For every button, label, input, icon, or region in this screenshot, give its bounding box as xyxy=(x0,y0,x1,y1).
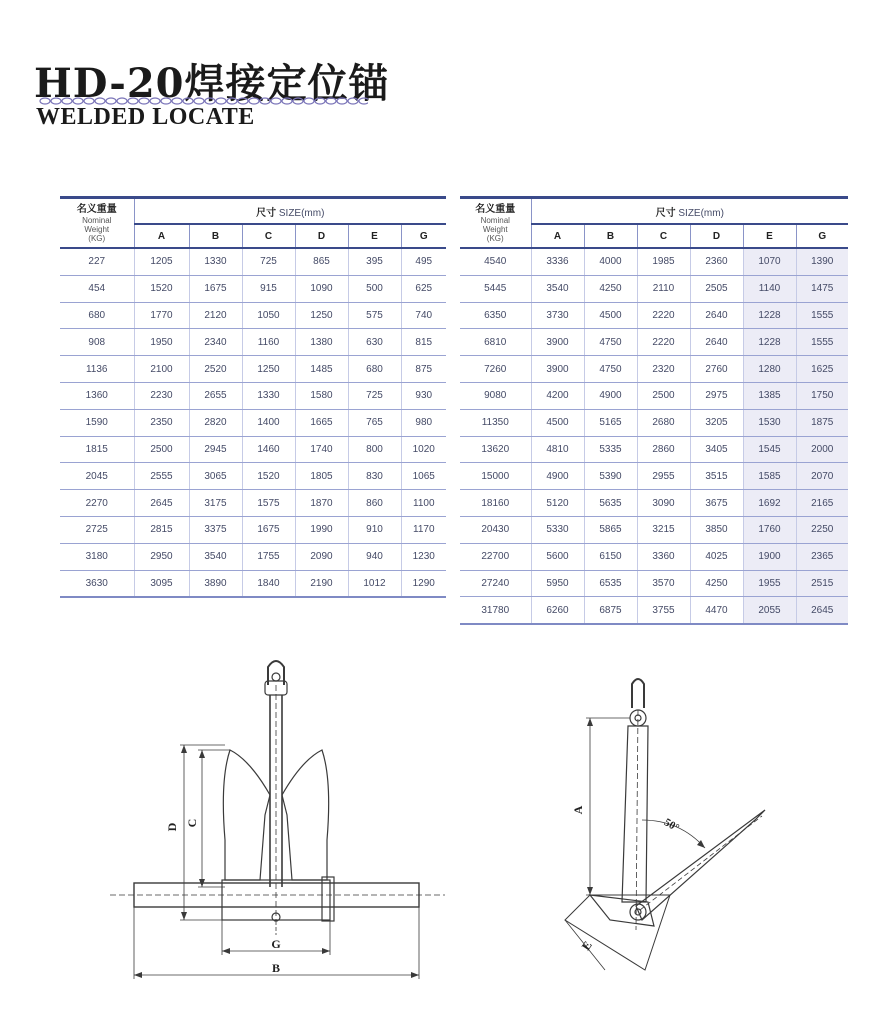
size-cell: 500 xyxy=(348,275,401,302)
size-cell: 2220 xyxy=(637,302,690,329)
size-cell: 1692 xyxy=(743,490,796,517)
size-cell: 1330 xyxy=(189,248,242,275)
size-cell: 3570 xyxy=(637,570,690,597)
size-cell: 1770 xyxy=(134,302,189,329)
size-cell: 980 xyxy=(401,409,446,436)
nominal-weight-cell: 18160 xyxy=(460,490,531,517)
size-cell: 395 xyxy=(348,248,401,275)
size-cell: 1870 xyxy=(295,490,348,517)
size-cell: 2340 xyxy=(189,329,242,356)
table-row xyxy=(460,597,848,624)
size-cell: 2055 xyxy=(743,597,796,624)
size-cell: 1750 xyxy=(796,382,848,409)
size-cell: 2640 xyxy=(690,329,743,356)
size-cell: 1380 xyxy=(295,329,348,356)
nominal-weight-cell: 3630 xyxy=(60,570,134,597)
table-row xyxy=(460,248,848,275)
size-cell: 2640 xyxy=(690,302,743,329)
table-row xyxy=(60,463,446,490)
size-cell: 1330 xyxy=(242,382,295,409)
nominal-weight-cell: 13620 xyxy=(460,436,531,463)
size-cell: 3336 xyxy=(531,248,584,275)
table-row xyxy=(60,302,446,329)
size-cell: 4250 xyxy=(584,275,637,302)
dimension-label-e: E xyxy=(578,938,595,954)
size-cell: 630 xyxy=(348,329,401,356)
size-cell: 1070 xyxy=(743,248,796,275)
size-cell: 2645 xyxy=(796,597,848,624)
size-cell: 3405 xyxy=(690,436,743,463)
nominal-weight-cell: 4540 xyxy=(460,248,531,275)
column-header-d: D xyxy=(295,224,348,248)
nominal-weight-cell: 3180 xyxy=(60,543,134,570)
nominal-weight-cell: 1815 xyxy=(60,436,134,463)
size-cell: 6535 xyxy=(584,570,637,597)
size-cell: 1580 xyxy=(295,382,348,409)
size-cell: 4470 xyxy=(690,597,743,624)
size-cell: 1390 xyxy=(796,248,848,275)
size-cell: 1520 xyxy=(242,463,295,490)
table-row xyxy=(60,275,446,302)
nominal-weight-cell: 2045 xyxy=(60,463,134,490)
size-cell: 2950 xyxy=(134,543,189,570)
size-cell: 2655 xyxy=(189,382,242,409)
nominal-weight-header: 名义重量 Nominal Weight (KG) xyxy=(460,198,531,249)
anchor-side-view-diagram xyxy=(550,670,790,1000)
size-cell: 5120 xyxy=(531,490,584,517)
table-row xyxy=(460,570,848,597)
column-header-g: G xyxy=(401,224,446,248)
size-cell: 3540 xyxy=(189,543,242,570)
size-cell: 5390 xyxy=(584,463,637,490)
size-cell: 915 xyxy=(242,275,295,302)
size-cell: 1665 xyxy=(295,409,348,436)
size-cell: 1280 xyxy=(743,356,796,383)
size-cell: 1020 xyxy=(401,436,446,463)
size-cell: 1205 xyxy=(134,248,189,275)
table-row xyxy=(460,356,848,383)
size-cell: 2520 xyxy=(189,356,242,383)
size-cell: 3675 xyxy=(690,490,743,517)
size-cell: 1950 xyxy=(134,329,189,356)
size-cell: 1625 xyxy=(796,356,848,383)
table-row xyxy=(460,463,848,490)
size-cell: 2120 xyxy=(189,302,242,329)
size-cell: 3890 xyxy=(189,570,242,597)
table-row xyxy=(460,382,848,409)
column-header-b: B xyxy=(189,224,242,248)
nominal-weight-cell: 31780 xyxy=(460,597,531,624)
size-cell: 1400 xyxy=(242,409,295,436)
nominal-weight-cell: 6810 xyxy=(460,329,531,356)
size-cell: 1290 xyxy=(401,570,446,597)
size-cell: 5330 xyxy=(531,516,584,543)
nominal-weight-header: 名义重量 Nominal Weight (KG) xyxy=(60,198,134,249)
table-row xyxy=(60,490,446,517)
size-cell: 3205 xyxy=(690,409,743,436)
nominal-weight-cell: 2270 xyxy=(60,490,134,517)
size-cell: 3215 xyxy=(637,516,690,543)
table-row xyxy=(60,516,446,543)
size-cell: 1230 xyxy=(401,543,446,570)
nominal-weight-cell: 1360 xyxy=(60,382,134,409)
size-cell: 3360 xyxy=(637,543,690,570)
size-cell: 2815 xyxy=(134,516,189,543)
nominal-weight-cell: 454 xyxy=(60,275,134,302)
table-row xyxy=(460,302,848,329)
table-row xyxy=(60,436,446,463)
spec-table-right xyxy=(460,196,848,625)
size-cell: 815 xyxy=(401,329,446,356)
size-cell: 930 xyxy=(401,382,446,409)
anchor-front-view-diagram xyxy=(100,655,460,985)
table-row xyxy=(460,543,848,570)
size-cell: 3515 xyxy=(690,463,743,490)
size-cell: 2945 xyxy=(189,436,242,463)
nominal-weight-cell: 9080 xyxy=(460,382,531,409)
nominal-weight-cell: 908 xyxy=(60,329,134,356)
size-cell: 4200 xyxy=(531,382,584,409)
size-cell: 2500 xyxy=(637,382,690,409)
size-cell: 1955 xyxy=(743,570,796,597)
size-cell: 1065 xyxy=(401,463,446,490)
column-header-d: D xyxy=(690,224,743,248)
nominal-weight-cell: 227 xyxy=(60,248,134,275)
size-cell: 1250 xyxy=(295,302,348,329)
size-cell: 4810 xyxy=(531,436,584,463)
column-header-a: A xyxy=(134,224,189,248)
size-cell: 2230 xyxy=(134,382,189,409)
size-cell: 1460 xyxy=(242,436,295,463)
size-cell: 2320 xyxy=(637,356,690,383)
dimension-label-c: C xyxy=(185,818,199,828)
table-row xyxy=(460,516,848,543)
size-cell: 1805 xyxy=(295,463,348,490)
nominal-weight-cell: 7260 xyxy=(460,356,531,383)
size-cell: 1740 xyxy=(295,436,348,463)
nominal-weight-cell: 11350 xyxy=(460,409,531,436)
size-cell: 3730 xyxy=(531,302,584,329)
size-cell: 910 xyxy=(348,516,401,543)
size-cell: 6150 xyxy=(584,543,637,570)
column-header-c: C xyxy=(242,224,295,248)
table-row xyxy=(60,570,446,597)
size-cell: 2820 xyxy=(189,409,242,436)
size-cell: 2360 xyxy=(690,248,743,275)
table-row xyxy=(460,329,848,356)
size-cell: 3375 xyxy=(189,516,242,543)
spec-table-left xyxy=(60,196,446,598)
dimension-label-a: A xyxy=(571,805,585,815)
column-header-a: A xyxy=(531,224,584,248)
size-cell: 725 xyxy=(348,382,401,409)
size-cell: 1840 xyxy=(242,570,295,597)
size-cell: 680 xyxy=(348,356,401,383)
size-cell: 3095 xyxy=(134,570,189,597)
size-cell: 2250 xyxy=(796,516,848,543)
size-cell: 865 xyxy=(295,248,348,275)
size-header: 尺寸 SIZE(mm) xyxy=(531,198,848,225)
size-cell: 940 xyxy=(348,543,401,570)
size-cell: 5165 xyxy=(584,409,637,436)
nominal-weight-cell: 1136 xyxy=(60,356,134,383)
size-cell: 1012 xyxy=(348,570,401,597)
size-cell: 625 xyxy=(401,275,446,302)
size-cell: 5600 xyxy=(531,543,584,570)
size-cell: 800 xyxy=(348,436,401,463)
size-cell: 1140 xyxy=(743,275,796,302)
size-cell: 2090 xyxy=(295,543,348,570)
size-cell: 2000 xyxy=(796,436,848,463)
size-cell: 3900 xyxy=(531,356,584,383)
size-cell: 5335 xyxy=(584,436,637,463)
size-cell: 1875 xyxy=(796,409,848,436)
size-cell: 1990 xyxy=(295,516,348,543)
size-cell: 1755 xyxy=(242,543,295,570)
size-cell: 2515 xyxy=(796,570,848,597)
size-cell: 2165 xyxy=(796,490,848,517)
table-row xyxy=(60,248,446,275)
size-cell: 1675 xyxy=(189,275,242,302)
size-cell: 1545 xyxy=(743,436,796,463)
dimension-label-g: G xyxy=(271,937,281,951)
size-cell: 765 xyxy=(348,409,401,436)
table-row xyxy=(60,382,446,409)
nominal-weight-cell: 2725 xyxy=(60,516,134,543)
dimension-label-b: B xyxy=(271,961,281,975)
nominal-weight-cell: 20430 xyxy=(460,516,531,543)
size-cell: 4000 xyxy=(584,248,637,275)
size-cell: 1170 xyxy=(401,516,446,543)
size-cell: 1575 xyxy=(242,490,295,517)
size-cell: 3065 xyxy=(189,463,242,490)
size-header: 尺寸 SIZE(mm) xyxy=(134,198,446,225)
angle-label: 50° xyxy=(661,816,682,835)
page-title: HD-20焊接定位锚 xyxy=(34,60,390,107)
size-cell: 2860 xyxy=(637,436,690,463)
size-cell: 1228 xyxy=(743,302,796,329)
size-cell: 495 xyxy=(401,248,446,275)
table-row xyxy=(460,436,848,463)
size-cell: 1555 xyxy=(796,302,848,329)
table-row xyxy=(460,490,848,517)
size-cell: 5865 xyxy=(584,516,637,543)
table-row xyxy=(60,356,446,383)
size-cell: 4500 xyxy=(584,302,637,329)
size-cell: 1760 xyxy=(743,516,796,543)
size-cell: 4250 xyxy=(690,570,743,597)
size-cell: 5635 xyxy=(584,490,637,517)
size-cell: 860 xyxy=(348,490,401,517)
size-cell: 3755 xyxy=(637,597,690,624)
size-cell: 4900 xyxy=(531,463,584,490)
size-cell: 2760 xyxy=(690,356,743,383)
size-cell: 4500 xyxy=(531,409,584,436)
size-cell: 2070 xyxy=(796,463,848,490)
column-header-c: C xyxy=(637,224,690,248)
size-cell: 1090 xyxy=(295,275,348,302)
size-cell: 1530 xyxy=(743,409,796,436)
size-cell: 1228 xyxy=(743,329,796,356)
size-cell: 3850 xyxy=(690,516,743,543)
size-cell: 1900 xyxy=(743,543,796,570)
table-row xyxy=(460,409,848,436)
size-cell: 2645 xyxy=(134,490,189,517)
column-header-e: E xyxy=(348,224,401,248)
nominal-weight-cell: 22700 xyxy=(460,543,531,570)
nominal-weight-cell: 27240 xyxy=(460,570,531,597)
size-cell: 2955 xyxy=(637,463,690,490)
size-cell: 1985 xyxy=(637,248,690,275)
size-cell: 2500 xyxy=(134,436,189,463)
size-cell: 6875 xyxy=(584,597,637,624)
nominal-weight-cell: 15000 xyxy=(460,463,531,490)
size-cell: 875 xyxy=(401,356,446,383)
size-cell: 6260 xyxy=(531,597,584,624)
size-cell: 1250 xyxy=(242,356,295,383)
size-cell: 3540 xyxy=(531,275,584,302)
size-cell: 2100 xyxy=(134,356,189,383)
nominal-weight-cell: 6350 xyxy=(460,302,531,329)
size-cell: 4900 xyxy=(584,382,637,409)
column-header-g: G xyxy=(796,224,848,248)
table-row xyxy=(60,409,446,436)
size-cell: 4750 xyxy=(584,356,637,383)
size-cell: 3090 xyxy=(637,490,690,517)
size-cell: 1585 xyxy=(743,463,796,490)
nominal-weight-cell: 5445 xyxy=(460,275,531,302)
size-cell: 1520 xyxy=(134,275,189,302)
size-cell: 1555 xyxy=(796,329,848,356)
size-cell: 2975 xyxy=(690,382,743,409)
size-cell: 2505 xyxy=(690,275,743,302)
column-header-e: E xyxy=(743,224,796,248)
size-cell: 2220 xyxy=(637,329,690,356)
size-cell: 2680 xyxy=(637,409,690,436)
page-subtitle: WELDED LOCATE xyxy=(36,104,255,130)
column-header-b: B xyxy=(584,224,637,248)
nominal-weight-cell: 1590 xyxy=(60,409,134,436)
size-cell: 1485 xyxy=(295,356,348,383)
size-cell: 1675 xyxy=(242,516,295,543)
size-cell: 740 xyxy=(401,302,446,329)
size-cell: 2190 xyxy=(295,570,348,597)
size-cell: 4750 xyxy=(584,329,637,356)
size-cell: 1385 xyxy=(743,382,796,409)
size-cell: 2365 xyxy=(796,543,848,570)
dimension-label-d: D xyxy=(165,822,179,832)
size-cell: 3175 xyxy=(189,490,242,517)
size-cell: 3900 xyxy=(531,329,584,356)
table-row xyxy=(60,329,446,356)
table-row xyxy=(60,543,446,570)
size-cell: 725 xyxy=(242,248,295,275)
size-cell: 4025 xyxy=(690,543,743,570)
size-cell: 2110 xyxy=(637,275,690,302)
size-cell: 2350 xyxy=(134,409,189,436)
size-cell: 575 xyxy=(348,302,401,329)
size-cell: 1475 xyxy=(796,275,848,302)
size-cell: 5950 xyxy=(531,570,584,597)
size-cell: 2555 xyxy=(134,463,189,490)
nominal-weight-cell: 680 xyxy=(60,302,134,329)
size-cell: 1050 xyxy=(242,302,295,329)
size-cell: 830 xyxy=(348,463,401,490)
table-row xyxy=(460,275,848,302)
size-cell: 1100 xyxy=(401,490,446,517)
size-cell: 1160 xyxy=(242,329,295,356)
